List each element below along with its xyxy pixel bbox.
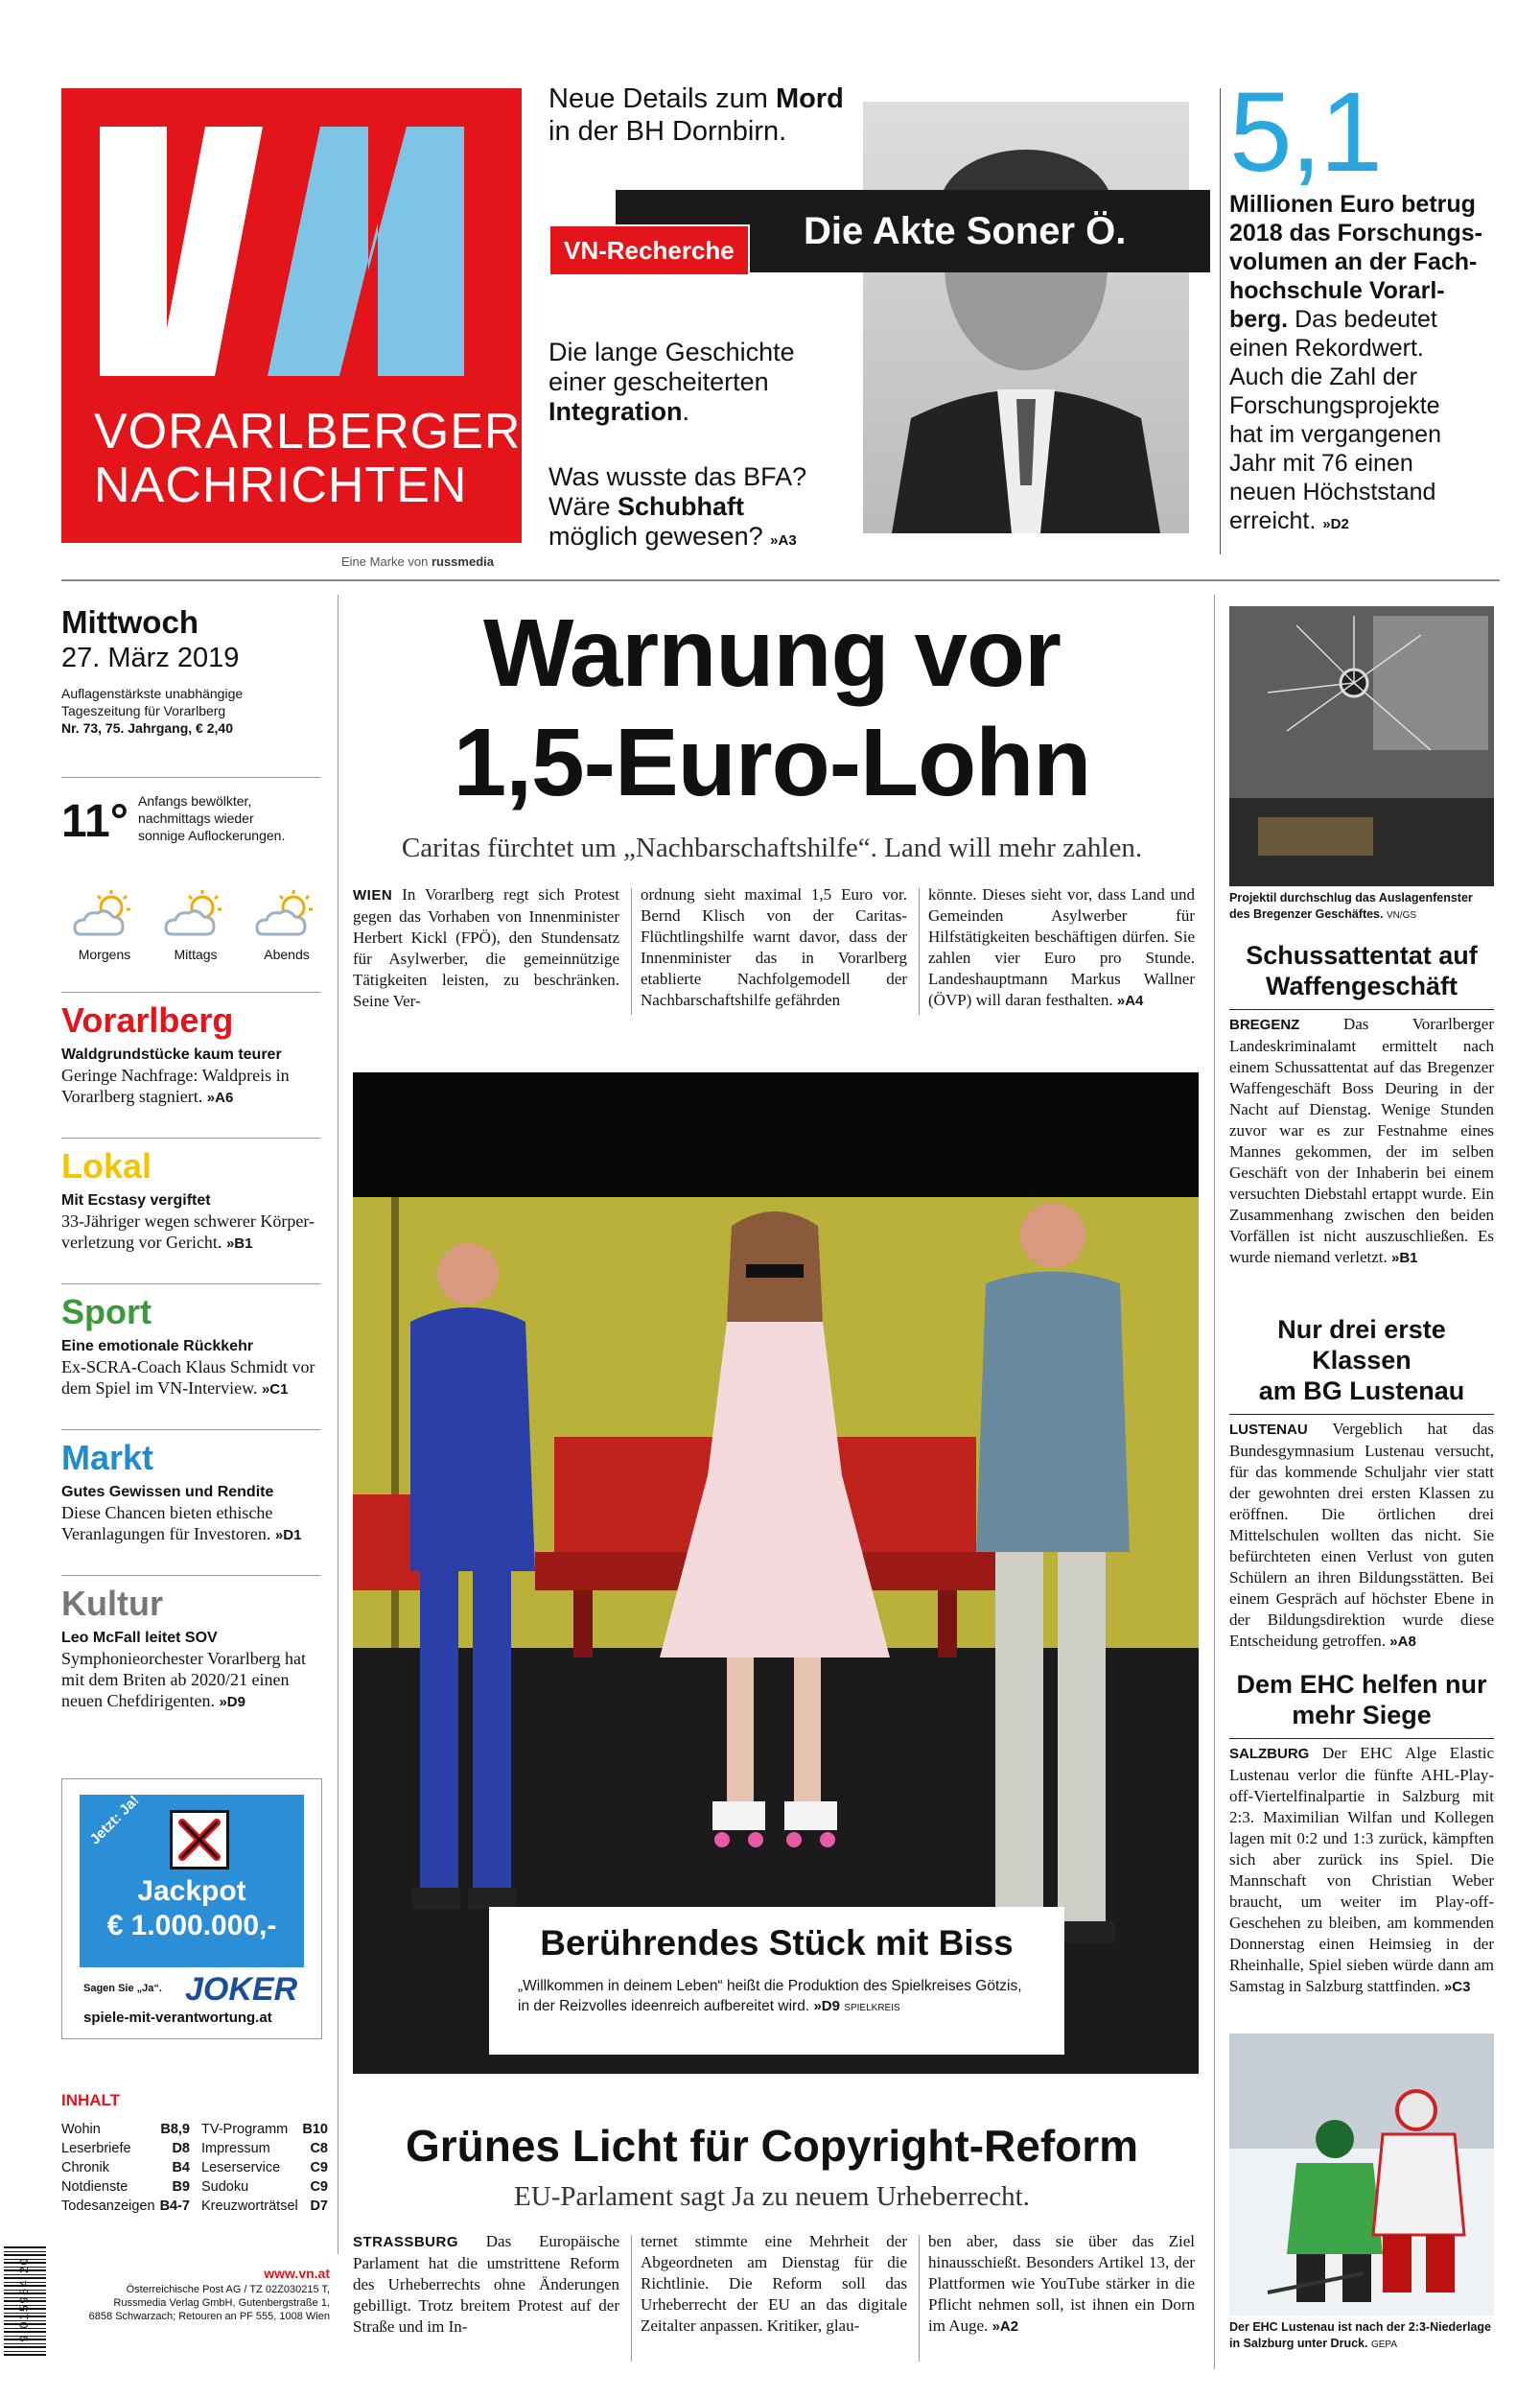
section-ref[interactable]: »D1 (274, 1527, 302, 1543)
section-lokal[interactable] (61, 1147, 330, 1255)
section-ref[interactable]: »D9 (219, 1694, 245, 1710)
weather-period-label-mittags: Mittags (174, 947, 218, 962)
story-body (1229, 1419, 1494, 1653)
hockey-players-icon (1229, 2034, 1494, 2316)
copyright-col-1 (353, 2231, 619, 2338)
dateline-block (61, 604, 330, 737)
imprint-line1: Österreichische Post AG / TZ 02Z030215 T, (126, 2284, 330, 2295)
brand-note (341, 554, 494, 569)
weather-temp: 11° (61, 796, 128, 847)
teaser-number-rest-6: neuen Höchststand (1229, 479, 1436, 505)
lead-ref[interactable]: »A4 (1116, 993, 1144, 1009)
index-label: Kreuzworträtsel (201, 2198, 298, 2214)
joker-brand: JOKER (185, 1971, 298, 2008)
story-body-text: Das Vorarlberger Landeskriminalamt ermittelt nach einem Schussattentat auf das Bregenzer Waffengeschäft Boss Deuring in der Nacht auf Dienstag. Wenige Stunden zuvor war es zur Festnahme eines Mannes gekommen, der im selben Geschäft von der Inhaberin bei einem versuchten Diebstahl ertappt wurde. Ein Zusammenhang zwischen den beiden Vorfällen ist nicht auszuschließen. Es wurde niemand verletzt. (1229, 1015, 1494, 1266)
section-title: Kultur (61, 1584, 163, 1623)
sun-cloud-icon (71, 888, 138, 942)
index-page: B8,9 (160, 2122, 190, 2137)
lead-subhead: Caritas fürchtet um „Nachbarschaftshilfe“. Land will mehr zahlen. (401, 833, 1143, 863)
weather-desc-2: nachmittags wieder (138, 811, 254, 826)
copyright-col-2 (641, 2231, 907, 2337)
index-label: TV-Programm (201, 2122, 289, 2137)
hockey-photo-credit: GEPA (1370, 2339, 1397, 2350)
hockey-photo-caption (1229, 2319, 1494, 2353)
story-headline-1: Nur drei erste Klassen (1277, 1315, 1446, 1375)
teaser-mord-banner-title: Die Akte Soner Ö. (804, 210, 1127, 252)
section-headline: Waldgrundstücke kaum teurer (61, 1046, 282, 1063)
index-label: Leserservice (201, 2160, 281, 2175)
index-row[interactable] (201, 2158, 328, 2177)
index-row[interactable] (201, 2120, 328, 2139)
lead-col-2 (641, 884, 907, 1011)
section-sport[interactable] (61, 1293, 330, 1400)
teaser-number[interactable] (1229, 69, 1517, 539)
story-body (1229, 1014, 1494, 1269)
section-rule-3 (61, 1429, 320, 1430)
teaser-divider (1220, 88, 1221, 554)
index-row[interactable] (61, 2177, 190, 2197)
teaser-number-rest-1: einen Rekordwert. (1229, 335, 1424, 362)
imprint-line2: Russmedia Verlag GmbH, Gutenbergstraße 1, (113, 2297, 330, 2309)
lead-col-3-text: könnte. Dieses sieht vor, dass Land und Gemeinden Asylwerber für Hilfstätigkeiten beschäftigen dürfen. Sie zahlen vier Euro pro Stunde. Landeshauptmann Markus Wallner (ÖVP) will daran festhalten. (928, 885, 1195, 1009)
section-body-3-wrap (61, 1690, 330, 1713)
copyright-col-3-text: ben aber, dass sie über das Ziel hinausschießt. Besonders Artikel 13, der Plattformen wie YouTube stärker in die Pflicht nehmen soll, ist ihnen ein Dorn im Auge. (928, 2232, 1195, 2335)
teaser-mord-p2-line2 (548, 492, 806, 522)
section-body-2-wrap (61, 1377, 330, 1400)
index-page: C8 (310, 2141, 328, 2156)
joker-stamp: Jetzt: Ja! (86, 1792, 143, 1848)
story-headline-1: Schussattentat auf (1246, 941, 1478, 970)
section-body-2: Veranlagungen für Investoren. (61, 1524, 271, 1543)
index-page: B4 (172, 2160, 190, 2175)
photo-story-caption (518, 1976, 1036, 2018)
joker-say: Sagen Sie „Ja“. (83, 1983, 162, 1994)
copyright-dateline: STRASSBURG (353, 2234, 459, 2250)
cross-icon (173, 1813, 226, 1867)
index-row[interactable] (61, 2197, 190, 2216)
teaser-mord-p1-end: . (682, 397, 690, 426)
teaser-mord-p2-line1: Was wusste das BFA? (548, 462, 807, 491)
story-dateline: LUSTENAU (1229, 1422, 1308, 1438)
section-rule-1 (61, 1138, 320, 1139)
weather-rule (61, 992, 320, 993)
copyright-ref[interactable]: »A2 (992, 2318, 1019, 2335)
teaser-mord-p2-pre: Wäre (548, 492, 611, 521)
index-label: Chronik (61, 2160, 109, 2175)
teaser-number-rest-first: Das bedeutet (1295, 306, 1437, 333)
index-label: Impressum (201, 2141, 270, 2156)
lead-col-divider-2 (919, 888, 920, 1015)
weather-period-morgens (61, 888, 148, 962)
weather-period-mittags (152, 888, 239, 962)
masthead-name-line2: NACHRICHTEN (94, 458, 468, 513)
paper-info-1: Auflagenstärkste unabhängige (61, 686, 244, 701)
lead-headline-1[interactable]: Warnung vor (483, 600, 1061, 707)
photo-story-credit: SPIELKREIS (844, 2003, 900, 2013)
barcode-number: 9 015954 20 (17, 2256, 31, 2342)
imprint-line3: 6858 Schwarzach; Retouren an PF 555, 1008 Wien (88, 2311, 330, 2322)
section-ref[interactable]: »A6 (206, 1090, 234, 1106)
section-body-3: neuen Chefdirigenten. (61, 1691, 215, 1710)
index-left (61, 2120, 190, 2216)
index-page: B4-7 (159, 2198, 190, 2214)
weather-period-abends (244, 888, 330, 962)
teaser-mord-p1-line1: Die lange Geschichte (548, 338, 795, 366)
teaser-mord-line2: in der BH Dornbirn. (548, 116, 787, 147)
joker-url: spiele-mit-verantwortung.at (83, 2010, 272, 2026)
teaser-mord-line1-pre: Neue Details zum (548, 83, 768, 114)
teaser-number-bold-3: volumen an der Fach- (1229, 248, 1478, 275)
teaser-number-rest-2: Auch die Zahl der (1229, 364, 1417, 390)
section-title: Sport (61, 1292, 152, 1331)
hockey-photo[interactable] (1229, 2034, 1494, 2316)
right-column-divider (1214, 595, 1215, 2369)
story-body-text: Vergeblich hat das Bundesgymnasium Lustenau versucht, für das kommende Schuljahr vier statt der gewohnten drei ersten Klassen zu eröffnen. Die örtlichen drei Mittelschulen wollten das nicht. Sie befürchteten einen Verlust von guten Schülern an ihren Bildungsstätten. Bei einem Gespräch auf höchster Ebene in der Bildungsdirektion wurde diese Entscheidung getroffen. (1229, 1420, 1494, 1650)
story-rule (1229, 1414, 1494, 1415)
masthead-rule (61, 579, 1500, 581)
paper-info-3: Nr. 73, 75. Jahrgang, € 2,40 (61, 720, 233, 736)
section-headline: Gutes Gewissen und Rendite (61, 1484, 274, 1500)
copyright-col-divider-2 (919, 2235, 920, 2362)
teaser-mord-ref[interactable]: »A3 (770, 532, 797, 549)
story-rule (1229, 1009, 1494, 1010)
section-title: Markt (61, 1438, 154, 1477)
theater-photo[interactable] (353, 1072, 1199, 2074)
teaser-number-rest-3: Forschungsprojekte (1229, 392, 1440, 419)
story-dateline: SALZBURG (1229, 1746, 1310, 1762)
shop-photo-credit: VN/GS (1386, 910, 1417, 921)
story-rule (1229, 1738, 1494, 1739)
section-body-1: 33-Jähriger wegen schwerer Körper- (61, 1211, 315, 1231)
dateline-rule (61, 777, 320, 778)
section-vorarlberg[interactable] (61, 1001, 330, 1109)
section-title: Vorarlberg (61, 1000, 234, 1040)
story-ref[interactable]: »B1 (1391, 1250, 1418, 1266)
masthead-name-line1: VORARLBERGER (94, 404, 522, 459)
index-row[interactable] (61, 2120, 190, 2139)
index-page: C9 (310, 2179, 328, 2195)
copyright-col-1-text: Das Europäische Parlament hat die umstrittene Reform des Urheberrechts ohne Änderungen gebilligt. Trotz breitem Protest auf der Straße und im In- (353, 2232, 619, 2336)
copyright-col-2-text: ternet stimmte eine Mehrheit der Abgeordneten am Dienstag für die Richtlinie. Die Reform soll das Urheberrecht der EU an das digitale Zeitalter anpassen. Kritiker, glau- (641, 2232, 907, 2335)
lead-col-3 (928, 884, 1195, 1012)
story-ref[interactable]: »C3 (1443, 1979, 1471, 1995)
weekday: Mittwoch (61, 604, 198, 640)
teaser-mord-line1 (548, 82, 844, 115)
weather-desc (138, 792, 285, 844)
vn-recherche-badge: VN-Recherche (548, 224, 750, 276)
joker-jackpot: Jackpot (137, 1875, 246, 1907)
section-body-2-wrap (61, 1232, 330, 1255)
index-row[interactable] (61, 2158, 190, 2177)
section-rule-2 (61, 1283, 320, 1284)
teaser-number-text (1229, 190, 1517, 539)
shop-window-photo[interactable] (1229, 606, 1494, 886)
story-schussattentat[interactable] (1229, 940, 1494, 1269)
imprint-url[interactable]: www.vn.at (264, 2266, 330, 2281)
sun-cloud-icon (162, 888, 229, 942)
teaser-mord-p2-bold: Schubhaft (618, 492, 745, 521)
section-ref[interactable]: »B1 (225, 1235, 253, 1252)
teaser-number-bold-4: hochschule Vorarl- (1229, 277, 1445, 304)
teaser-mord-p1-line3 (548, 397, 795, 427)
portrait-person-icon (863, 102, 1189, 533)
photo-story-caption-text: „Willkommen in deinem Leben“ heißt die Produktion des Spielkreises Götzis, in der Reizvolles ideenreich aufbereitet wird. (518, 1978, 1022, 2014)
teaser-number-ref[interactable]: »D2 (1322, 516, 1349, 532)
brand-name: russmedia (431, 554, 494, 569)
index-title: INHALT (61, 2091, 121, 2109)
section-kultur[interactable] (61, 1585, 330, 1713)
section-headline: Eine emotionale Rückkehr (61, 1338, 254, 1354)
copyright-col-divider-1 (631, 2235, 632, 2362)
index-label: Notdienste (61, 2179, 128, 2195)
index-page: B9 (172, 2179, 190, 2195)
section-title: Lokal (61, 1146, 152, 1186)
section-markt[interactable] (61, 1439, 330, 1546)
teaser-number-bold-1: Millionen Euro betrug (1229, 191, 1476, 218)
story-bg-lustenau[interactable] (1229, 1314, 1494, 1653)
section-body-2: Vorarlberg stagniert. (61, 1087, 203, 1106)
photo-story-ref[interactable]: »D9 (813, 1998, 840, 2014)
teaser-number-value: 5,1 (1229, 69, 1382, 196)
index-page: B10 (302, 2122, 328, 2137)
sun-cloud-icon (253, 888, 320, 942)
joker-amount: € 1.000.000,- (106, 1910, 277, 1941)
imprint (61, 2264, 330, 2323)
index-row[interactable] (201, 2177, 328, 2197)
copyright-subhead: EU-Parlament sagt Ja zu neuem Urheberrecht. (514, 2181, 1030, 2212)
copyright-headline[interactable]: Grünes Licht für Copyright-Reform (405, 2121, 1139, 2171)
shop-photo-caption-text: Projektil durchschlug das Auslagenfenster des Bregenzer Geschäftes. (1229, 891, 1473, 921)
weather-desc-3: sonnige Auflockerungen. (138, 828, 286, 843)
joker-x-box (170, 1810, 229, 1869)
lead-headline-2[interactable]: 1,5-Euro-Lohn (453, 709, 1091, 816)
story-ehc[interactable] (1229, 1669, 1494, 1998)
teaser-number-bold-2: 2018 das Forschungs- (1229, 220, 1482, 247)
teaser-number-rest-7: erreicht. (1229, 507, 1317, 534)
index-right (201, 2120, 328, 2216)
weather-period-label-morgens: Morgens (78, 947, 131, 962)
story-dateline: BREGENZ (1229, 1017, 1300, 1033)
index-page: D7 (310, 2198, 328, 2214)
weather-desc-1: Anfangs bewölkter, (138, 793, 252, 809)
teaser-number-mixed (1229, 305, 1517, 334)
teaser-number-rest-4: hat im vergangenen (1229, 421, 1441, 448)
section-headline: Mit Ecstasy vergiftet (61, 1192, 211, 1209)
section-body-1: Geringe Nachfrage: Waldpreis in (61, 1066, 290, 1085)
masthead-logo[interactable] (61, 88, 522, 543)
lead-col-1-text: In Vorarlberg regt sich Protest gegen das Vorhaben von Innenminister Herbert Kickl (FPÖ), den Stundensatz für Asylwerber, die gemeinnützige Tätigkeiten leisten, zu beschränken. Seine Ver- (353, 885, 620, 1010)
paper-info-2: Tageszeitung für Vorarlberg (61, 703, 226, 718)
story-headline-2: am BG Lustenau (1258, 1376, 1465, 1405)
lead-col-1 (353, 884, 619, 1012)
teaser-mord-p2-line3-text: möglich gewesen? (548, 522, 763, 551)
index-page: C9 (310, 2160, 328, 2175)
story-body (1229, 1743, 1494, 1998)
hockey-photo-caption-text: Der EHC Lustenau ist nach der 2:3-Niederlage in Salzburg unter Druck. (1229, 2320, 1491, 2350)
lead-dateline: WIEN (353, 887, 393, 904)
teaser-number-rest-7-wrap (1229, 506, 1517, 539)
index-page: D8 (172, 2141, 190, 2156)
weather-periods (61, 888, 330, 975)
teaser-mord-p1-bold: Integration (548, 397, 683, 426)
joker-ad[interactable] (61, 1778, 322, 2039)
index-label: Leserbriefe (61, 2141, 131, 2156)
teaser-mord-p2-line3 (548, 522, 806, 555)
index-row[interactable] (201, 2197, 328, 2216)
section-body-1: Diese Chancen bieten ethische (61, 1503, 273, 1522)
weather-period-label-abends: Abends (264, 947, 310, 962)
section-body-2: dem Spiel im VN-Interview. (61, 1378, 258, 1398)
teaser-mord-p2 (548, 462, 806, 555)
section-body-2: mit dem Briten ab 2020/21 einen (61, 1670, 290, 1689)
section-rule-4 (61, 1575, 320, 1576)
section-body-1: Symphonieorchester Vorarlberg hat (61, 1649, 306, 1668)
section-body-2-wrap (61, 1086, 330, 1109)
section-headline: Leo McFall leitet SOV (61, 1630, 218, 1646)
index-label: Todesanzeigen (61, 2198, 155, 2214)
teaser-mord-p1 (548, 338, 795, 427)
index-row[interactable] (201, 2139, 328, 2158)
lead-col-divider-1 (631, 888, 632, 1015)
section-body-1: Ex-SCRA-Coach Klaus Schmidt vor (61, 1357, 315, 1376)
bullet-hole-window-icon (1229, 606, 1494, 886)
portrait-photo (863, 102, 1189, 533)
teaser-number-bold-5: berg. (1229, 306, 1289, 333)
story-headline-2: mehr Siege (1292, 1701, 1432, 1729)
index-label: Sudoku (201, 2179, 249, 2195)
teaser-mord[interactable] (539, 82, 1210, 552)
brand-note-text: Eine Marke von (341, 554, 429, 569)
teaser-number-rest-5: Jahr mit 76 einen (1229, 450, 1413, 477)
section-body-2-wrap (61, 1523, 330, 1546)
photo-story-title[interactable]: Berührendes Stück mit Biss (540, 1923, 1014, 1963)
story-body-text: Der EHC Alge Elastic Lustenau verlor die fünfte AHL-Play-off-Viertelfinalpartie in Salzburg mit 2:3. Maximilian Wilfan und Kollegen lagen mit 0:2 und 1:3 zurück, kämpften sich aber zurück ins Spiel. Die Mannschaft von Christian Weber braucht, um weiter im Play-off-Geschehen zu bleiben, am kommenden Donnerstag einen Heimsieg in der Rheinhalle, Spiel sieben würde dann am Samstag in Salzburg stattfinden. (1229, 1744, 1494, 1995)
index-row[interactable] (61, 2139, 190, 2158)
story-headline-2: Waffengeschäft (1265, 972, 1458, 1000)
vn-logo-icon (61, 88, 522, 405)
section-body-2: verletzung vor Gericht. (61, 1233, 222, 1252)
shop-photo-caption (1229, 890, 1494, 924)
story-headline-1: Dem EHC helfen nur (1236, 1670, 1487, 1699)
section-ref[interactable]: »C1 (261, 1381, 289, 1398)
story-ref[interactable]: »A8 (1389, 1634, 1416, 1650)
teaser-mord-p1-line2: einer gescheiterten (548, 367, 769, 396)
teaser-mord-line1-bold: Mord (775, 83, 844, 114)
lead-col-2-text: ordnung sieht maximal 1,5 Euro vor. Bernd Klisch von der Caritas-Flüchtlingshilfe warnt davor, dass der Innenminister das in Vorarlberg etablierte Nachfolgemodell der Nachbarschaftshilfe gefährden (641, 885, 907, 1009)
date: 27. März 2019 (61, 643, 240, 673)
index-label: Wohin (61, 2122, 101, 2137)
copyright-col-3 (928, 2231, 1195, 2338)
